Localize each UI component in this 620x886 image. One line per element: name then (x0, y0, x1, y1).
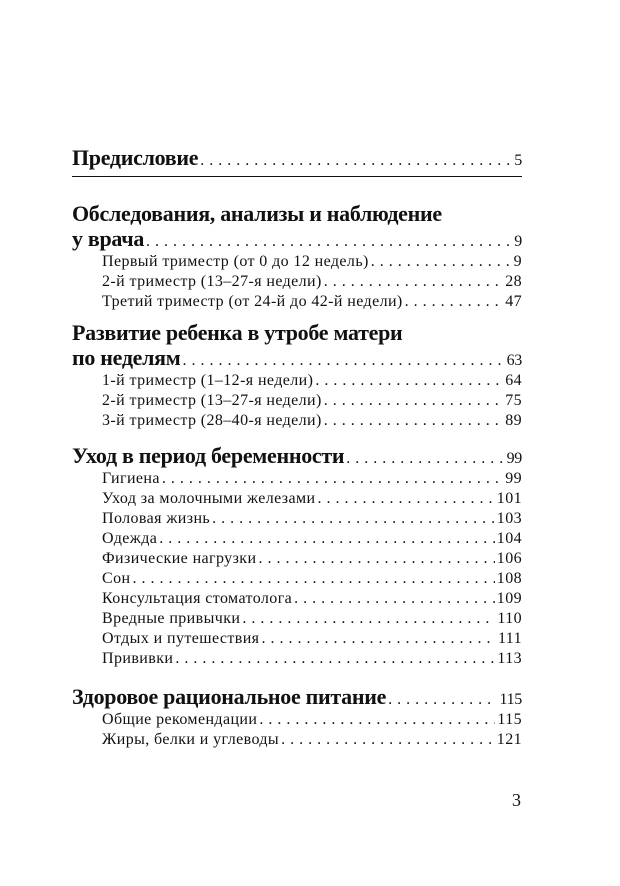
section-heading: Развитие ребенка в утробе матери (72, 320, 403, 345)
toc-entry-page: 113 (497, 650, 522, 667)
toc-entry-title: Общие рекомендации (102, 711, 258, 728)
dot-leader (200, 152, 512, 170)
toc-entry-subsection[interactable] (102, 412, 522, 430)
toc-entry-title: Половая жизнь (102, 510, 211, 527)
dot-leader (324, 412, 503, 430)
toc-entry-title: Отдых и путешествия (102, 630, 260, 647)
toc-entry-preface[interactable] (72, 145, 522, 171)
toc-entry-page: 99 (506, 450, 522, 467)
toc-entry-title: Гигиена (102, 470, 160, 487)
toc-entry-title: Третий триместр (от 24-й до 42-й недели) (102, 293, 403, 310)
section-heading: Обследования, анализы и наблюдение (72, 201, 442, 226)
toc-entry-page: 110 (497, 610, 522, 627)
toc-entry-page: 75 (505, 392, 522, 409)
dot-leader (162, 470, 503, 488)
dot-leader (315, 372, 503, 390)
dot-leader (346, 450, 504, 468)
toc-entry-title: Здоровое рациональное питание (72, 684, 387, 709)
toc-entry-subsection[interactable] (102, 711, 522, 729)
toc-entry-title: 2-й триместр (13–27-я недели) (102, 273, 322, 290)
toc-entry-title: Уход за молочными железами (102, 490, 316, 507)
toc-entry-page: 106 (496, 550, 522, 567)
toc-entry-page: 64 (505, 372, 522, 389)
toc-entry-page: 104 (496, 530, 522, 547)
dot-leader (324, 273, 503, 291)
toc-entry-page: 9 (514, 233, 522, 250)
toc-entry-title: по неделям (72, 345, 181, 370)
toc-entry-section[interactable] (72, 345, 522, 371)
toc-entry-title: 3-й триместр (28–40-я недели) (102, 412, 322, 429)
divider-rule (72, 176, 522, 177)
toc-entry-title: 2-й триместр (13–27-я недели) (102, 392, 322, 409)
toc-entry-subsection[interactable] (102, 273, 522, 291)
dot-leader (175, 650, 495, 668)
toc-entry-title: Жиры, белки и углеводы (102, 731, 280, 748)
toc-entry-title: Вредные привычки (102, 610, 241, 627)
dot-leader (259, 711, 495, 729)
toc-entry-subsection[interactable] (102, 392, 522, 410)
toc-entry-title: Консультация стоматолога (102, 590, 293, 607)
toc-entry-subsection[interactable] (102, 470, 522, 488)
toc-entry-subsection[interactable] (102, 610, 522, 628)
toc-entry-section[interactable] (72, 443, 522, 469)
dot-leader (371, 253, 512, 271)
table-of-contents (72, 0, 522, 886)
toc-entry-page: 108 (496, 570, 522, 587)
toc-entry-subsection[interactable] (102, 253, 522, 271)
toc-entry-title: Одежда (102, 530, 158, 547)
dot-leader (388, 691, 497, 709)
dot-leader (405, 293, 504, 311)
toc-entry-page: 121 (496, 731, 522, 748)
toc-entry-subsection[interactable] (102, 293, 522, 311)
page-number: 3 (512, 790, 521, 810)
toc-entry-subsection[interactable] (102, 731, 522, 749)
dot-leader (212, 510, 495, 528)
toc-entry-title: у врача (72, 226, 145, 251)
toc-entry-subsection[interactable] (102, 490, 522, 508)
toc-entry-page: 28 (505, 273, 522, 290)
toc-entry-subsection[interactable] (102, 570, 522, 588)
dot-leader (182, 352, 504, 370)
toc-entry-title: Уход в период беременности (72, 443, 345, 468)
toc-entry-page: 47 (505, 293, 522, 310)
toc-entry-subsection[interactable] (102, 550, 522, 568)
dot-leader (324, 392, 503, 410)
toc-entry-title: Первый триместр (от 0 до 12 недель) (102, 253, 369, 270)
dot-leader (146, 233, 512, 251)
toc-entry-page: 101 (496, 490, 522, 507)
toc-entry-title: Прививки (102, 650, 174, 667)
toc-entry-page: 63 (506, 352, 522, 369)
dot-leader (132, 570, 494, 588)
toc-entry-subsection[interactable] (102, 650, 522, 668)
toc-entry-subsection[interactable] (102, 510, 522, 528)
toc-entry-page: 111 (497, 630, 522, 647)
dot-leader (242, 610, 495, 628)
toc-entry-subsection[interactable] (102, 590, 522, 608)
toc-entry-page: 89 (505, 412, 522, 429)
toc-entry-page: 5 (514, 152, 522, 169)
toc-entry-page: 103 (496, 510, 522, 527)
toc-entry-subsection[interactable] (102, 630, 522, 648)
toc-entry-page: 9 (513, 253, 522, 270)
toc-entry-page: 115 (499, 691, 522, 708)
dot-leader (159, 530, 495, 548)
toc-entry-page: 109 (496, 590, 522, 607)
dot-leader (258, 550, 494, 568)
dot-leader (261, 630, 496, 648)
toc-entry-title: Сон (102, 570, 131, 587)
toc-entry-title: Физические нагрузки (102, 550, 257, 567)
toc-entry-section[interactable] (72, 226, 522, 252)
dot-leader (318, 490, 495, 508)
toc-entry-title: 1-й триместр (1–12-я недели) (102, 372, 314, 389)
toc-entry-page: 99 (505, 470, 522, 487)
toc-entry-subsection[interactable] (102, 530, 522, 548)
toc-entry-title: Предисловие (72, 145, 199, 170)
toc-entry-section[interactable] (72, 684, 522, 710)
dot-leader (294, 590, 495, 608)
dot-leader (281, 731, 495, 749)
toc-entry-subsection[interactable] (102, 372, 522, 390)
toc-entry-page: 115 (497, 711, 522, 728)
